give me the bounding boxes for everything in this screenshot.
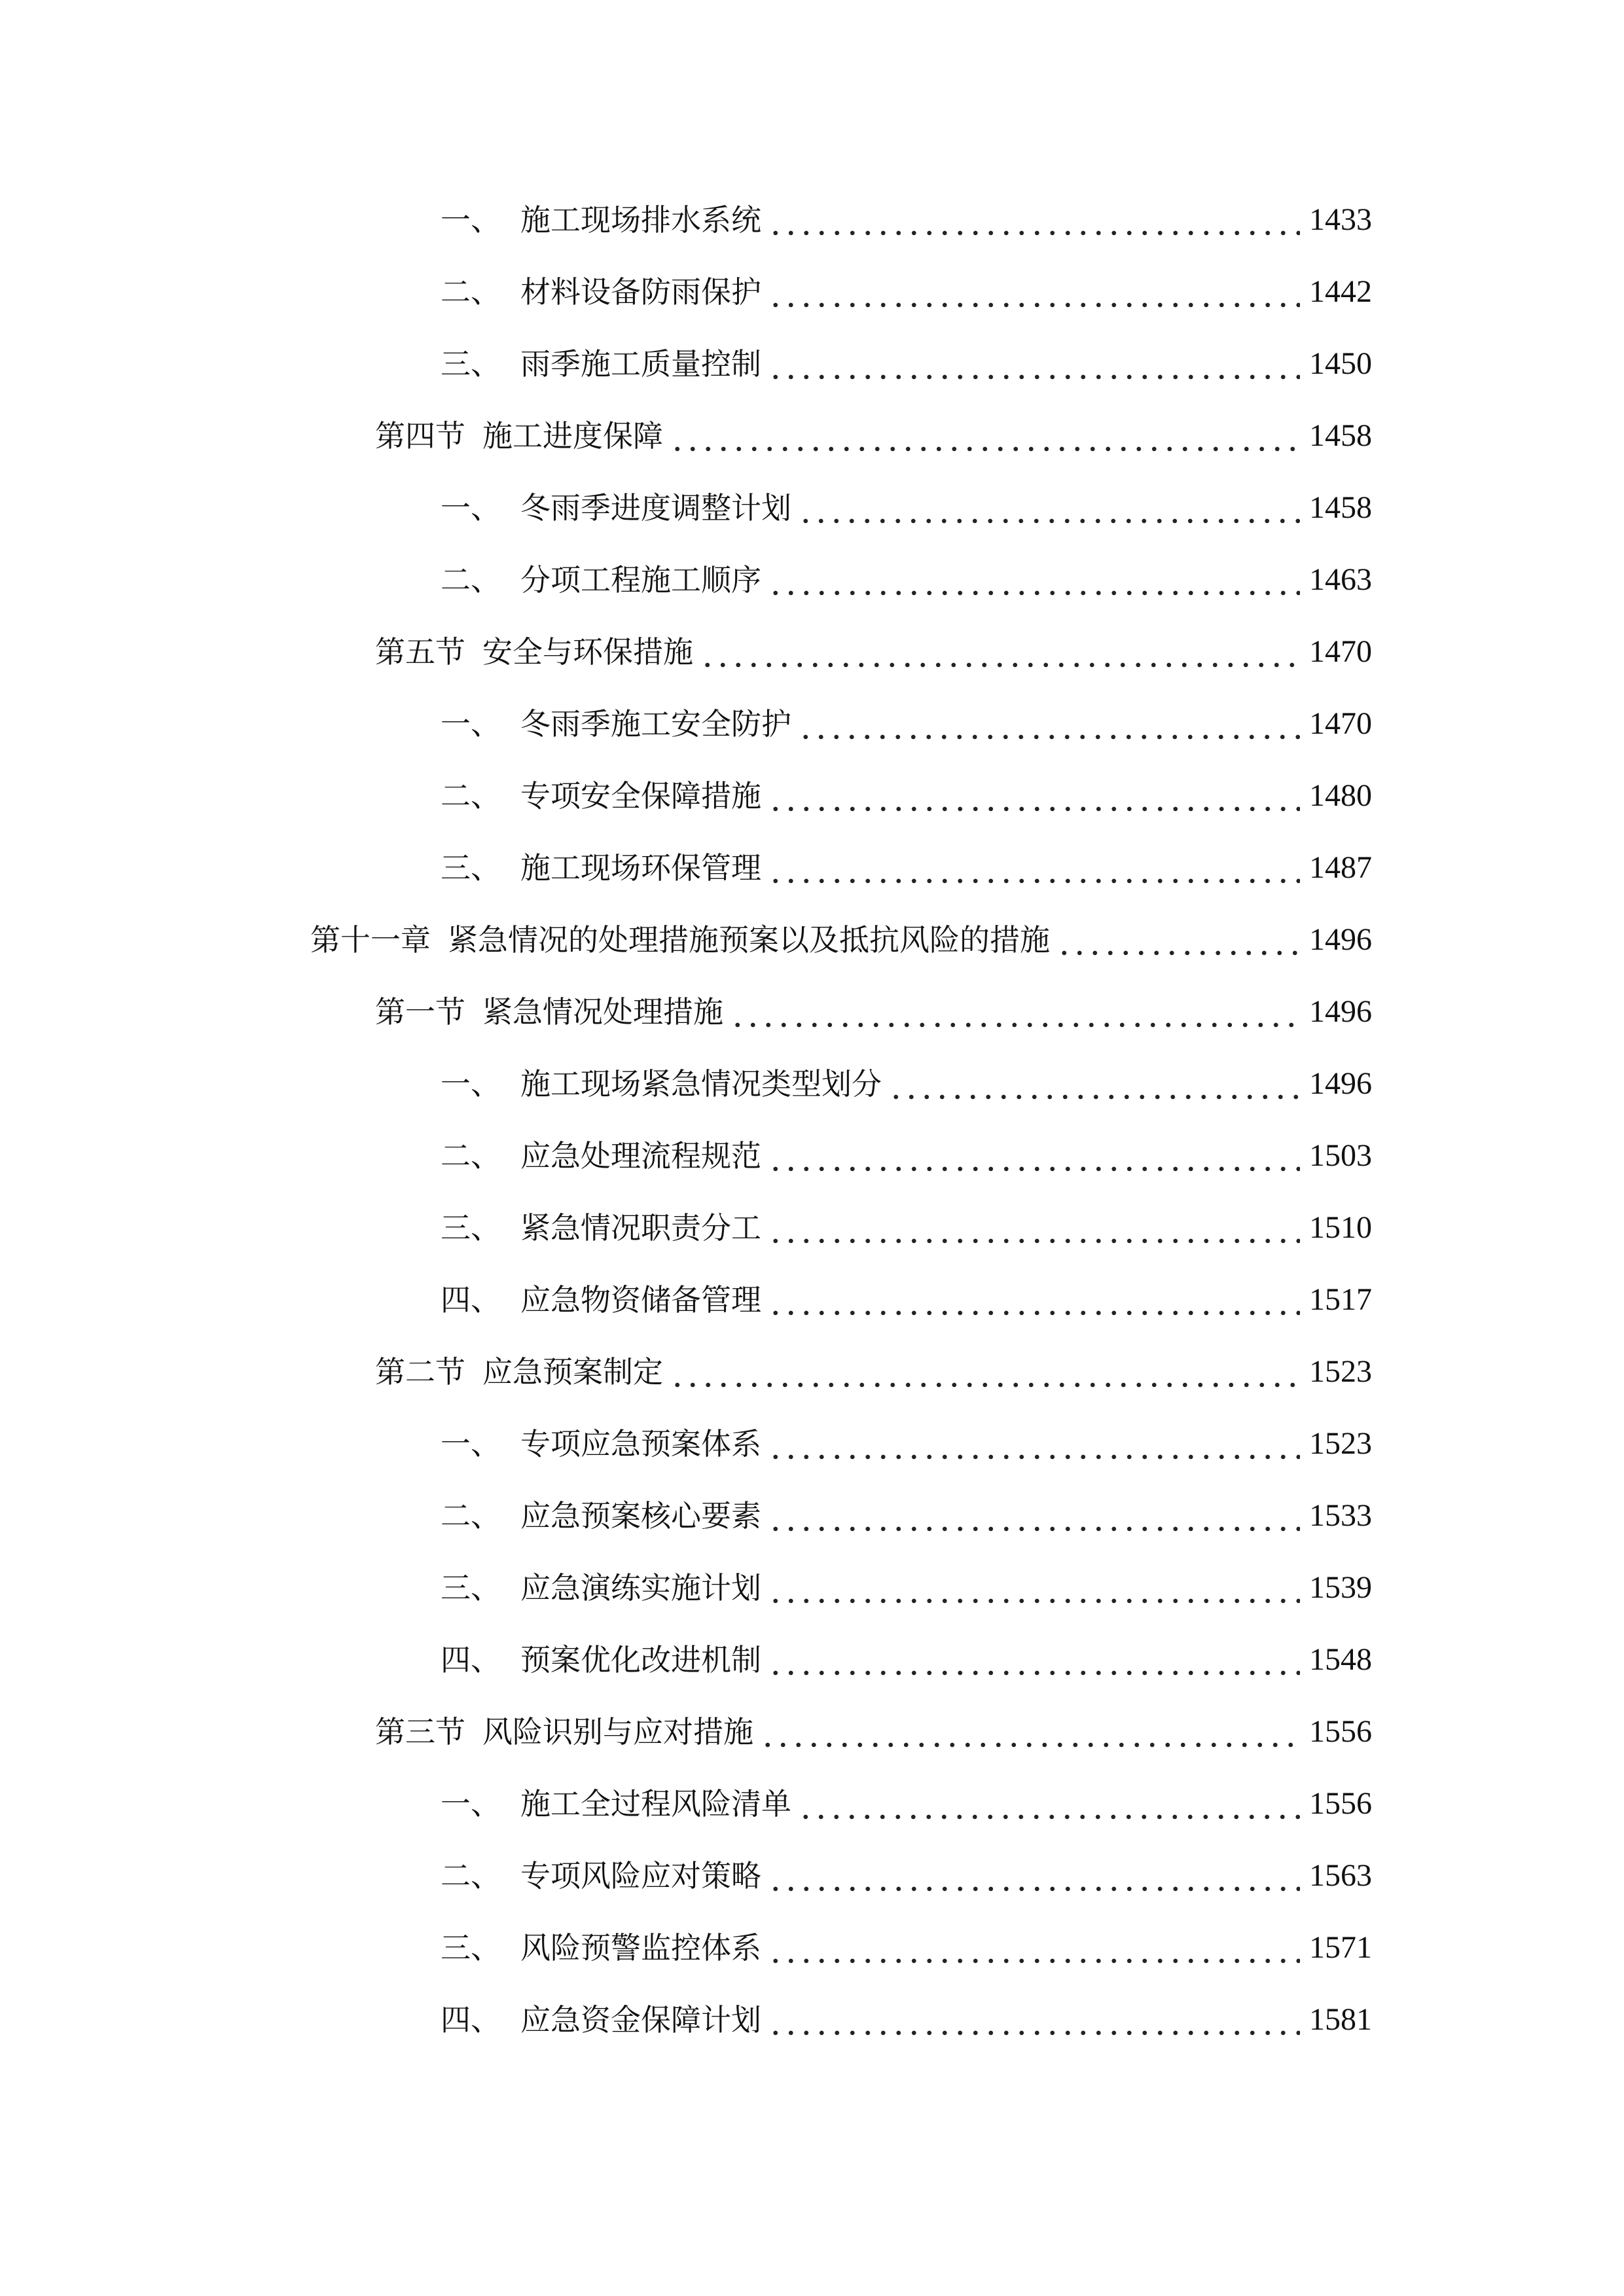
toc-entry-page: 1470 bbox=[1309, 634, 1372, 669]
toc-entry-number: 三、 bbox=[441, 346, 501, 382]
toc-entry-page: 1470 bbox=[1309, 706, 1372, 741]
dot-leader bbox=[670, 412, 1300, 459]
toc-entry-number: 二、 bbox=[441, 562, 501, 598]
toc-entry-number: 一、 bbox=[441, 706, 501, 742]
toc-entry-page: 1503 bbox=[1309, 1138, 1372, 1173]
dot-leader bbox=[768, 556, 1300, 603]
toc-entry-number: 一、 bbox=[441, 202, 501, 238]
toc-entry-number: 二、 bbox=[441, 1138, 501, 1174]
toc-entry-page: 1433 bbox=[1309, 202, 1372, 237]
toc-entry-title: 施工全过程风险清单 bbox=[520, 1786, 791, 1821]
dot-leader bbox=[768, 1564, 1300, 1611]
toc-entry-page: 1571 bbox=[1309, 1930, 1372, 1965]
toc-entry-title: 专项风险应对策略 bbox=[520, 1858, 761, 1893]
toc-entry-title: 雨季施工质量控制 bbox=[520, 346, 761, 382]
toc-entry-title: 专项安全保障措施 bbox=[520, 778, 761, 814]
toc-entry-number: 三、 bbox=[441, 850, 501, 886]
dot-leader bbox=[1056, 916, 1300, 963]
toc-entry-page: 1517 bbox=[1309, 1282, 1372, 1317]
toc-entry-title: 施工现场紧急情况类型划分 bbox=[520, 1066, 882, 1102]
dot-leader bbox=[768, 1276, 1300, 1323]
toc-entry-title: 施工现场排水系统 bbox=[520, 202, 761, 238]
toc-entry-title: 预案优化改进机制 bbox=[520, 1642, 761, 1677]
toc-entry-number: 三、 bbox=[441, 1570, 501, 1605]
toc-entry-page: 1463 bbox=[1309, 562, 1372, 597]
toc-entry[interactable] bbox=[441, 844, 1372, 891]
toc-entry[interactable] bbox=[441, 1060, 1372, 1107]
dot-leader bbox=[700, 628, 1300, 675]
toc-entry-page: 1539 bbox=[1309, 1570, 1372, 1605]
toc-entry-number: 第三节 bbox=[375, 1714, 465, 1749]
toc-entry[interactable] bbox=[441, 556, 1372, 603]
dot-leader bbox=[768, 196, 1300, 243]
toc-entry[interactable] bbox=[441, 1996, 1372, 2043]
toc-entry[interactable] bbox=[441, 340, 1372, 387]
toc-entry[interactable] bbox=[310, 916, 1372, 963]
toc-entry-title: 紧急情况处理措施 bbox=[482, 994, 723, 1030]
toc-entry-page: 1556 bbox=[1309, 1714, 1372, 1749]
toc-entry[interactable] bbox=[441, 1780, 1372, 1827]
dot-leader bbox=[768, 1492, 1300, 1539]
toc-entry-title: 专项应急预案体系 bbox=[520, 1426, 761, 1462]
toc-entry-page: 1581 bbox=[1309, 2002, 1372, 2037]
toc-entry-title: 紧急情况职责分工 bbox=[520, 1210, 761, 1246]
toc-entry-page: 1450 bbox=[1309, 346, 1372, 381]
toc-entry-title: 风险识别与应对措施 bbox=[482, 1714, 753, 1749]
toc-entry-title: 应急物资储备管理 bbox=[520, 1282, 761, 1318]
toc-entry[interactable] bbox=[441, 1924, 1372, 1971]
toc-entry-title: 分项工程施工顺序 bbox=[520, 562, 761, 598]
toc-entry[interactable] bbox=[375, 628, 1372, 675]
dot-leader bbox=[768, 1924, 1300, 1971]
toc-entry[interactable] bbox=[441, 1564, 1372, 1611]
toc-entry[interactable] bbox=[441, 1852, 1372, 1899]
toc-entry[interactable] bbox=[441, 772, 1372, 819]
toc-entry-title: 风险预警监控体系 bbox=[520, 1930, 761, 1965]
dot-leader bbox=[730, 988, 1300, 1035]
dot-leader bbox=[768, 340, 1300, 387]
toc-entry-number: 四、 bbox=[441, 1282, 501, 1318]
toc-entry-page: 1458 bbox=[1309, 418, 1372, 453]
toc-entry-number: 一、 bbox=[441, 490, 501, 526]
dot-leader bbox=[768, 844, 1300, 891]
toc-entry[interactable] bbox=[441, 1276, 1372, 1323]
toc-entry-page: 1533 bbox=[1309, 1498, 1372, 1533]
toc-entry-number: 第四节 bbox=[375, 418, 465, 454]
dot-leader bbox=[798, 1780, 1300, 1827]
toc-entry-number: 四、 bbox=[441, 1642, 501, 1677]
toc-entry[interactable] bbox=[441, 1492, 1372, 1539]
toc-entry-number: 二、 bbox=[441, 1858, 501, 1893]
dot-leader bbox=[768, 1420, 1300, 1467]
toc-entry[interactable] bbox=[441, 484, 1372, 531]
dot-leader bbox=[768, 1852, 1300, 1899]
dot-leader bbox=[768, 268, 1300, 315]
dot-leader bbox=[798, 484, 1300, 531]
toc-entry-number: 三、 bbox=[441, 1210, 501, 1246]
toc-entry[interactable] bbox=[441, 196, 1372, 243]
toc-entry-number: 二、 bbox=[441, 274, 501, 310]
toc-entry-number: 二、 bbox=[441, 1498, 501, 1534]
toc-entry-number: 一、 bbox=[441, 1786, 501, 1821]
toc-entry-title: 安全与环保措施 bbox=[482, 634, 693, 670]
toc-entry[interactable] bbox=[441, 700, 1372, 747]
toc-entry-title: 应急预案制定 bbox=[482, 1354, 663, 1390]
dot-leader bbox=[768, 1204, 1300, 1251]
toc-entry[interactable] bbox=[375, 412, 1372, 459]
toc-entry-number: 第二节 bbox=[375, 1354, 465, 1390]
toc-entry-title: 应急预案核心要素 bbox=[520, 1498, 761, 1534]
toc-entry-page: 1548 bbox=[1309, 1642, 1372, 1677]
toc-entry[interactable] bbox=[441, 268, 1372, 315]
dot-leader bbox=[798, 700, 1300, 747]
toc-entry[interactable] bbox=[375, 1348, 1372, 1395]
toc-entry-number: 二、 bbox=[441, 778, 501, 814]
toc-entry-page: 1496 bbox=[1309, 922, 1372, 957]
toc-entry-page: 1487 bbox=[1309, 850, 1372, 885]
dot-leader bbox=[768, 772, 1300, 819]
toc-entry[interactable] bbox=[441, 1636, 1372, 1683]
toc-entry-page: 1458 bbox=[1309, 490, 1372, 525]
toc-entry[interactable] bbox=[375, 988, 1372, 1035]
toc-entry-page: 1556 bbox=[1309, 1786, 1372, 1821]
toc-entry-title: 冬雨季施工安全防护 bbox=[520, 706, 791, 742]
toc-entry-number: 第十一章 bbox=[310, 922, 431, 958]
toc-entry[interactable] bbox=[441, 1132, 1372, 1179]
toc-entry-page: 1442 bbox=[1309, 274, 1372, 309]
dot-leader bbox=[768, 1132, 1300, 1179]
dot-leader bbox=[670, 1348, 1300, 1395]
toc-entry-number: 第五节 bbox=[375, 634, 465, 670]
toc-entry[interactable] bbox=[441, 1420, 1372, 1467]
toc-entry-page: 1496 bbox=[1309, 1066, 1372, 1101]
toc-entry-number: 第一节 bbox=[375, 994, 465, 1030]
toc-entry-title: 紧急情况的处理措施预案以及抵抗风险的措施 bbox=[448, 922, 1050, 958]
toc-entry[interactable] bbox=[375, 1708, 1372, 1755]
toc-entry-title: 施工现场环保管理 bbox=[520, 850, 761, 886]
toc-entry-number: 一、 bbox=[441, 1426, 501, 1462]
toc-entry-page: 1510 bbox=[1309, 1210, 1372, 1245]
toc-entry-page: 1480 bbox=[1309, 778, 1372, 813]
dot-leader bbox=[760, 1708, 1300, 1755]
dot-leader bbox=[768, 1636, 1300, 1683]
toc-entry-page: 1563 bbox=[1309, 1858, 1372, 1893]
toc-entry-page: 1523 bbox=[1309, 1426, 1372, 1461]
toc-entry-number: 四、 bbox=[441, 2002, 501, 2037]
toc-entry-number: 三、 bbox=[441, 1930, 501, 1965]
toc-entry-title: 材料设备防雨保护 bbox=[520, 274, 761, 310]
toc-entry-title: 冬雨季进度调整计划 bbox=[520, 490, 791, 526]
toc-entry-page: 1523 bbox=[1309, 1354, 1372, 1389]
toc-entry-title: 施工进度保障 bbox=[482, 418, 663, 454]
toc-entry-page: 1496 bbox=[1309, 994, 1372, 1029]
toc-entry-title: 应急资金保障计划 bbox=[520, 2002, 761, 2037]
dot-leader bbox=[888, 1060, 1300, 1107]
toc-entry-title: 应急处理流程规范 bbox=[520, 1138, 761, 1174]
toc-entry-number: 一、 bbox=[441, 1066, 501, 1102]
toc-entry[interactable] bbox=[441, 1204, 1372, 1251]
dot-leader bbox=[768, 1996, 1300, 2043]
toc-entry-title: 应急演练实施计划 bbox=[520, 1570, 761, 1605]
